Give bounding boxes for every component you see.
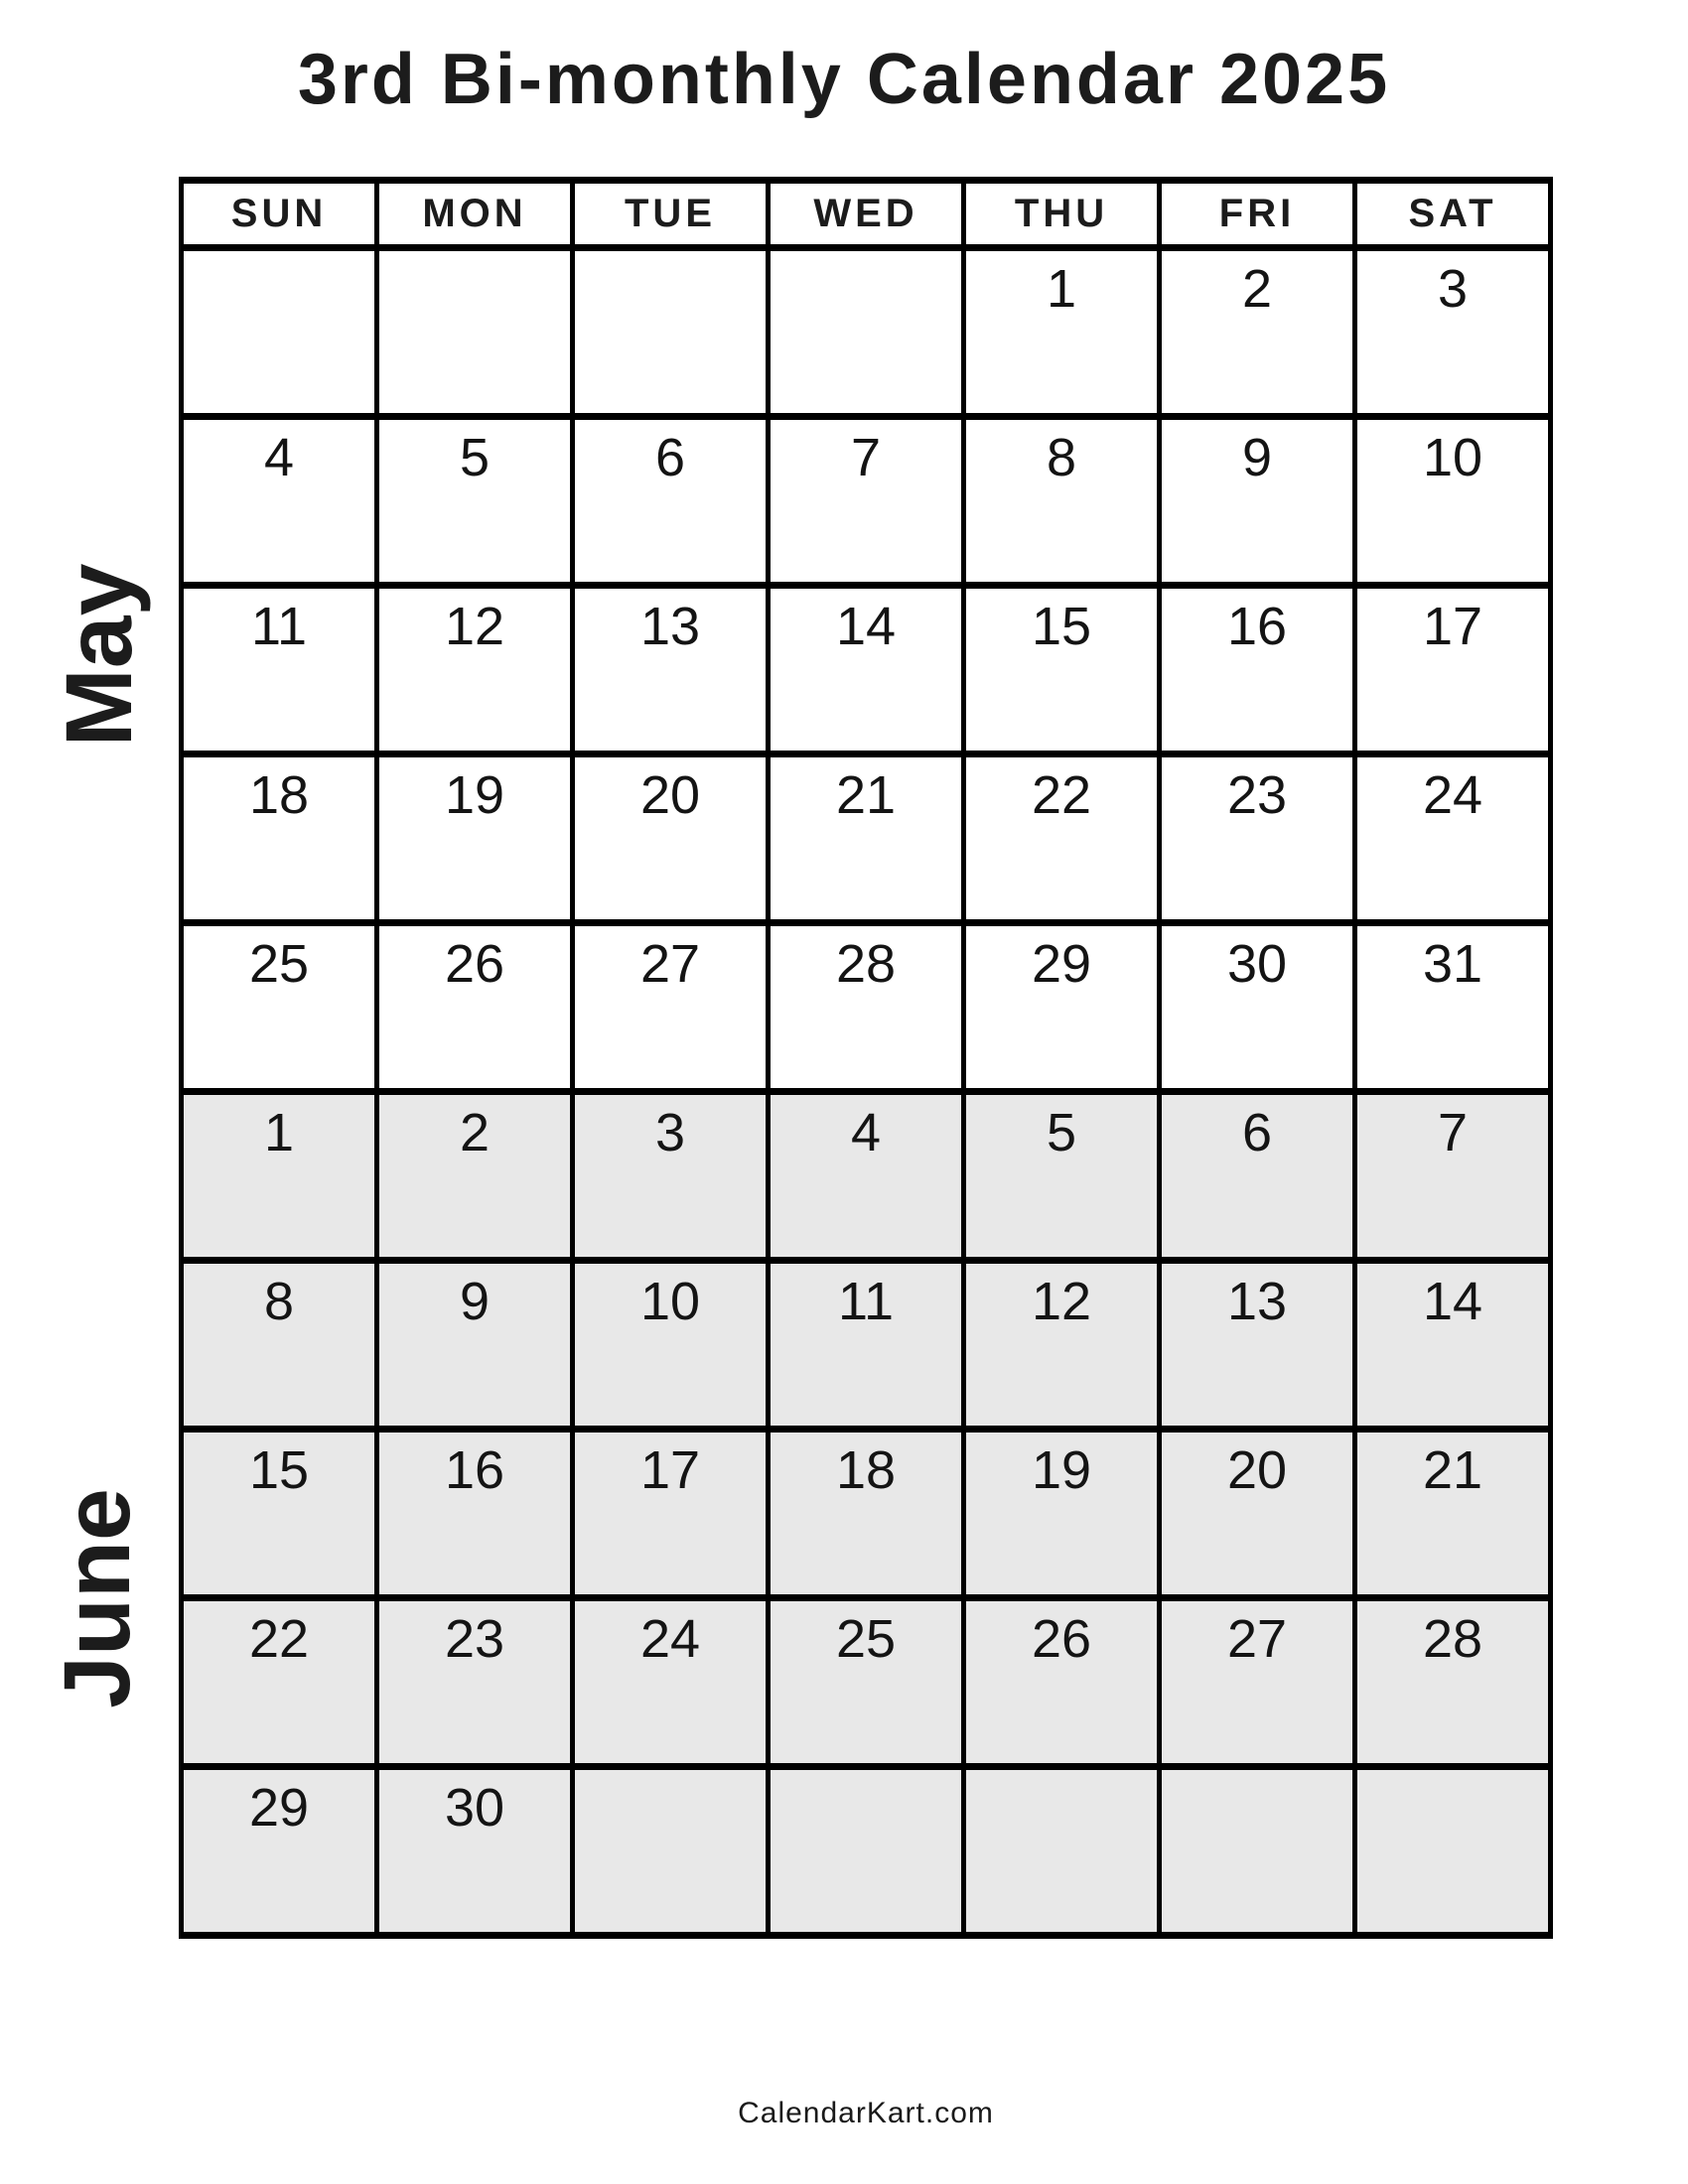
day-cell: 3 — [573, 1092, 769, 1261]
day-cell: 20 — [573, 754, 769, 923]
day-cell: 6 — [573, 417, 769, 586]
day-cell: 16 — [377, 1430, 573, 1598]
weekday-header: TUE — [573, 181, 769, 248]
day-cell: 8 — [964, 417, 1160, 586]
bi-monthly-calendar-grid — [179, 177, 1553, 1939]
day-cell: 18 — [182, 754, 377, 923]
day-cell — [964, 1767, 1160, 1936]
day-cell: 14 — [769, 586, 964, 754]
day-cell: 19 — [964, 1430, 1160, 1598]
day-cell: 17 — [1355, 586, 1551, 754]
day-cell: 25 — [182, 923, 377, 1092]
weekday-header: MON — [377, 181, 573, 248]
may-week-row — [182, 586, 1551, 754]
day-cell: 7 — [1355, 1092, 1551, 1261]
june-week-row — [182, 1430, 1551, 1598]
day-cell: 4 — [182, 417, 377, 586]
weekday-header: FRI — [1160, 181, 1355, 248]
day-cell: 1 — [182, 1092, 377, 1261]
day-cell: 22 — [182, 1598, 377, 1767]
day-cell: 13 — [573, 586, 769, 754]
day-cell: 23 — [1160, 754, 1355, 923]
may-week-row — [182, 923, 1551, 1092]
day-cell — [573, 248, 769, 417]
day-cell: 21 — [769, 754, 964, 923]
day-cell: 23 — [377, 1598, 573, 1767]
day-cell: 15 — [182, 1430, 377, 1598]
calendar-body — [182, 248, 1551, 1936]
day-cell: 25 — [769, 1598, 964, 1767]
day-cell: 19 — [377, 754, 573, 923]
day-cell — [377, 248, 573, 417]
day-cell: 30 — [377, 1767, 573, 1936]
day-cell: 6 — [1160, 1092, 1355, 1261]
day-cell: 24 — [1355, 754, 1551, 923]
day-cell: 30 — [1160, 923, 1355, 1092]
day-cell: 28 — [1355, 1598, 1551, 1767]
weekday-header: SUN — [182, 181, 377, 248]
day-cell: 4 — [769, 1092, 964, 1261]
day-cell: 16 — [1160, 586, 1355, 754]
day-cell: 10 — [573, 1261, 769, 1430]
page-title: 3rd Bi-monthly Calendar 2025 — [297, 40, 1391, 119]
day-cell: 18 — [769, 1430, 964, 1598]
day-cell: 9 — [377, 1261, 573, 1430]
day-cell: 5 — [377, 417, 573, 586]
day-cell: 26 — [377, 923, 573, 1092]
day-cell: 7 — [769, 417, 964, 586]
day-cell: 27 — [1160, 1598, 1355, 1767]
day-cell: 20 — [1160, 1430, 1355, 1598]
footer-watermark: CalendarKart.com — [738, 2097, 994, 2129]
day-cell: 15 — [964, 586, 1160, 754]
day-cell: 29 — [964, 923, 1160, 1092]
day-cell: 5 — [964, 1092, 1160, 1261]
day-cell: 3 — [1355, 248, 1551, 417]
june-week-row — [182, 1261, 1551, 1430]
day-cell: 31 — [1355, 923, 1551, 1092]
weekday-header-row — [182, 181, 1551, 248]
day-cell: 27 — [573, 923, 769, 1092]
day-cell: 21 — [1355, 1430, 1551, 1598]
day-cell: 9 — [1160, 417, 1355, 586]
day-cell: 24 — [573, 1598, 769, 1767]
weekday-header: SAT — [1355, 181, 1551, 248]
weekday-header: THU — [964, 181, 1160, 248]
day-cell: 14 — [1355, 1261, 1551, 1430]
day-cell: 12 — [964, 1261, 1160, 1430]
day-cell: 22 — [964, 754, 1160, 923]
day-cell: 17 — [573, 1430, 769, 1598]
may-week-row — [182, 417, 1551, 586]
day-cell: 12 — [377, 586, 573, 754]
may-week-row — [182, 248, 1551, 417]
day-cell: 29 — [182, 1767, 377, 1936]
day-cell — [769, 248, 964, 417]
month-label-may: May — [47, 563, 152, 748]
day-cell — [182, 248, 377, 417]
day-cell: 11 — [182, 586, 377, 754]
day-cell — [1160, 1767, 1355, 1936]
day-cell: 26 — [964, 1598, 1160, 1767]
day-cell: 1 — [964, 248, 1160, 417]
day-cell: 2 — [1160, 248, 1355, 417]
day-cell: 13 — [1160, 1261, 1355, 1430]
june-week-row — [182, 1767, 1551, 1936]
day-cell: 11 — [769, 1261, 964, 1430]
day-cell: 10 — [1355, 417, 1551, 586]
day-cell — [573, 1767, 769, 1936]
day-cell — [769, 1767, 964, 1936]
weekday-header: WED — [769, 181, 964, 248]
day-cell: 8 — [182, 1261, 377, 1430]
day-cell — [1355, 1767, 1551, 1936]
june-week-row — [182, 1092, 1551, 1261]
day-cell: 2 — [377, 1092, 573, 1261]
may-week-row — [182, 754, 1551, 923]
day-cell: 28 — [769, 923, 964, 1092]
june-week-row — [182, 1598, 1551, 1767]
calendar-header — [182, 181, 1551, 248]
month-label-june: June — [45, 1488, 150, 1708]
